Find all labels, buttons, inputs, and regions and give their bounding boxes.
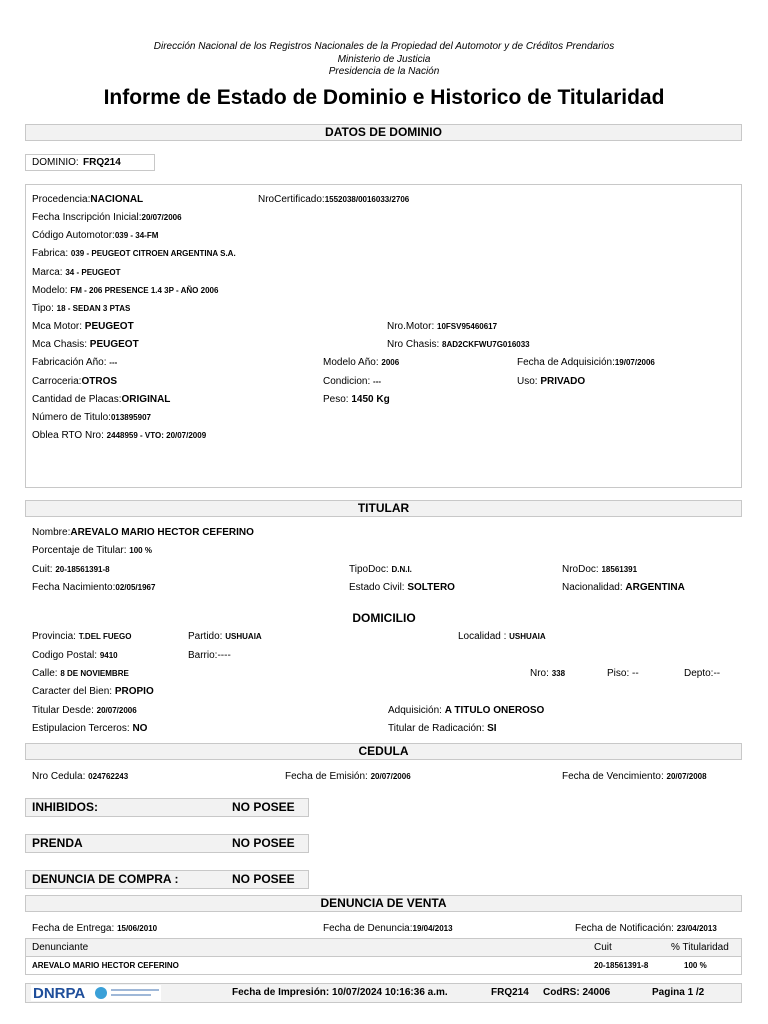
inhibidos-value: NO POSEE bbox=[232, 800, 295, 814]
field-codigo-postal: Codigo Postal: 9410 bbox=[32, 650, 118, 661]
field-barrio: Barrio:---- bbox=[188, 650, 231, 661]
row-titularidad: 100 % bbox=[684, 961, 707, 970]
field-estipulacion: Estipulacion Terceros: NO bbox=[32, 723, 148, 734]
field-provincia: Provincia: T.DEL FUEGO bbox=[32, 631, 132, 642]
dnrpa-logo bbox=[31, 985, 161, 1001]
field-porcentaje: Porcentaje de Titular: 100 % bbox=[32, 545, 152, 556]
field-adquisicion: Adquisición: A TITULO ONEROSO bbox=[388, 705, 545, 716]
prenda-value: NO POSEE bbox=[232, 836, 295, 850]
field-oblea-rto: Oblea RTO Nro: 2448959 - VTO: 20/07/2009 bbox=[32, 430, 207, 441]
denuncia-compra-box bbox=[25, 870, 309, 889]
field-nro-cedula: Nro Cedula: 024762243 bbox=[32, 771, 129, 782]
field-marca: Marca: 34 - PEUGEOT bbox=[32, 267, 121, 278]
field-modelo-anio: Modelo Año: 2006 bbox=[323, 357, 400, 368]
field-nro-motor: Nro.Motor: 10FSV95460617 bbox=[387, 321, 498, 332]
footer-codrs: CodRS: 24006 bbox=[543, 987, 611, 998]
field-procedencia: Procedencia:NACIONAL bbox=[32, 194, 144, 205]
field-nombre: Nombre:AREVALO MARIO HECTOR CEFERINO bbox=[32, 527, 254, 538]
field-fecha-emision: Fecha de Emisión: 20/07/2006 bbox=[285, 771, 411, 782]
field-fecha-entrega: Fecha de Entrega: 15/06/2010 bbox=[32, 923, 158, 934]
section-titular: TITULAR bbox=[25, 500, 742, 517]
field-cantidad-placas: Cantidad de Placas:ORIGINAL bbox=[32, 394, 171, 405]
field-nacionalidad: Nacionalidad: ARGENTINA bbox=[562, 582, 685, 593]
header-presidency: Presidencia de la Nación bbox=[328, 66, 440, 77]
footer-pagina: Pagina 1 /2 bbox=[652, 987, 705, 998]
field-titular-desde: Titular Desde: 20/07/2006 bbox=[32, 705, 137, 716]
logo-text: DNRPA bbox=[33, 985, 86, 1002]
field-nro-chasis: Nro Chasis: 8AD2CKFWU7G016033 bbox=[387, 339, 530, 350]
footer-dominio: FRQ214 bbox=[491, 987, 529, 998]
section-datos-dominio: DATOS DE DOMINIO bbox=[25, 124, 742, 141]
field-condicion: Condicion: --- bbox=[323, 376, 382, 387]
field-mca-chasis: Mca Chasis: PEUGEOT bbox=[32, 339, 139, 350]
denuncia-compra-value: NO POSEE bbox=[232, 872, 295, 886]
field-numero-titulo: Número de Titulo:013895907 bbox=[32, 412, 151, 423]
dominio-label: DOMINIO: bbox=[32, 157, 79, 168]
field-fecha-notificacion: Fecha de Notificación: 23/04/2013 bbox=[575, 923, 717, 934]
field-tipo: Tipo: 18 - SEDAN 3 PTAS bbox=[32, 303, 131, 314]
field-estado-civil: Estado Civil: SOLTERO bbox=[349, 582, 455, 593]
document-title: Informe de Estado de Dominio e Historico de Titularidad bbox=[103, 86, 665, 109]
denuncia-table-header bbox=[25, 938, 742, 957]
field-partido: Partido: USHUAIA bbox=[188, 631, 262, 642]
field-nro-certificado: NroCertificado:1552038/0016033/2706 bbox=[258, 194, 410, 205]
field-fecha-adquisicion: Fecha de Adquisición:19/07/2006 bbox=[517, 357, 655, 368]
dominio-box bbox=[25, 154, 155, 171]
field-fabricacion-anio: Fabricación Año: --- bbox=[32, 357, 118, 368]
field-caracter-bien: Caracter del Bien: PROPIO bbox=[32, 686, 154, 697]
section-cedula: CEDULA bbox=[25, 743, 742, 760]
denuncia-table-row bbox=[25, 956, 742, 975]
field-fecha-inscripcion: Fecha Inscripción Inicial:20/07/2006 bbox=[32, 212, 182, 223]
field-fecha-nacimiento: Fecha Nacimiento:02/05/1967 bbox=[32, 582, 156, 593]
field-calle: Calle: 8 DE NOVIEMBRE bbox=[32, 668, 129, 679]
field-titular-radicacion: Titular de Radicación: SI bbox=[388, 723, 497, 734]
header-agency: Dirección Nacional de los Registros Nacionales de la Propiedad del Automotor y de Créditos Prendarios bbox=[153, 41, 615, 52]
logo-caption-line-icon bbox=[111, 989, 159, 991]
col-titularidad: % Titularidad bbox=[671, 942, 729, 953]
section-domicilio: DOMICILIO bbox=[352, 611, 416, 625]
field-codigo-automotor: Código Automotor:039 - 34-FM bbox=[32, 230, 159, 241]
logo-caption-line-icon bbox=[111, 994, 151, 996]
field-nro-doc: NroDoc: 18561391 bbox=[562, 564, 638, 575]
field-nro: Nro: 338 bbox=[530, 668, 566, 679]
field-piso: Piso: -- bbox=[607, 668, 639, 679]
inhibidos-label: INHIBIDOS: bbox=[32, 800, 98, 814]
field-modelo: Modelo: FM - 206 PRESENCE 1.4 3P - AÑO 2006 bbox=[32, 285, 219, 296]
field-localidad: Localidad : USHUAIA bbox=[458, 631, 546, 642]
col-cuit: Cuit bbox=[594, 942, 612, 953]
field-cuit: Cuit: 20-18561391-8 bbox=[32, 564, 110, 575]
header-ministry: Ministerio de Justicia bbox=[337, 54, 431, 65]
logo-mark-icon bbox=[95, 987, 107, 999]
section-denuncia-venta: DENUNCIA DE VENTA bbox=[25, 895, 742, 912]
field-peso: Peso: 1450 Kg bbox=[323, 394, 390, 405]
dominio-value: FRQ214 bbox=[83, 157, 121, 168]
denuncia-compra-label: DENUNCIA DE COMPRA : bbox=[32, 872, 179, 886]
field-fecha-vencimiento: Fecha de Vencimiento: 20/07/2008 bbox=[562, 771, 707, 782]
row-denunciante: AREVALO MARIO HECTOR CEFERINO bbox=[32, 961, 179, 970]
col-denunciante: Denunciante bbox=[32, 942, 89, 953]
prenda-label: PRENDA bbox=[32, 836, 83, 850]
field-fecha-denuncia: Fecha de Denuncia:19/04/2013 bbox=[323, 923, 453, 934]
field-uso: Uso: PRIVADO bbox=[517, 376, 586, 387]
footer-impresion: Fecha de Impresión: 10/07/2024 10:16:36 a.m. bbox=[232, 987, 448, 998]
row-cuit: 20-18561391-8 bbox=[594, 961, 649, 970]
footer-bar bbox=[25, 983, 742, 1003]
field-fabrica: Fabrica: 039 - PEUGEOT CITROEN ARGENTINA S.A. bbox=[32, 248, 236, 259]
field-depto: Depto:-- bbox=[684, 668, 721, 679]
field-mca-motor: Mca Motor: PEUGEOT bbox=[32, 321, 134, 332]
prenda-box bbox=[25, 834, 309, 853]
inhibidos-box bbox=[25, 798, 309, 817]
field-carroceria: Carroceria:OTROS bbox=[32, 376, 118, 387]
field-tipo-doc: TipoDoc: D.N.I. bbox=[349, 564, 412, 575]
